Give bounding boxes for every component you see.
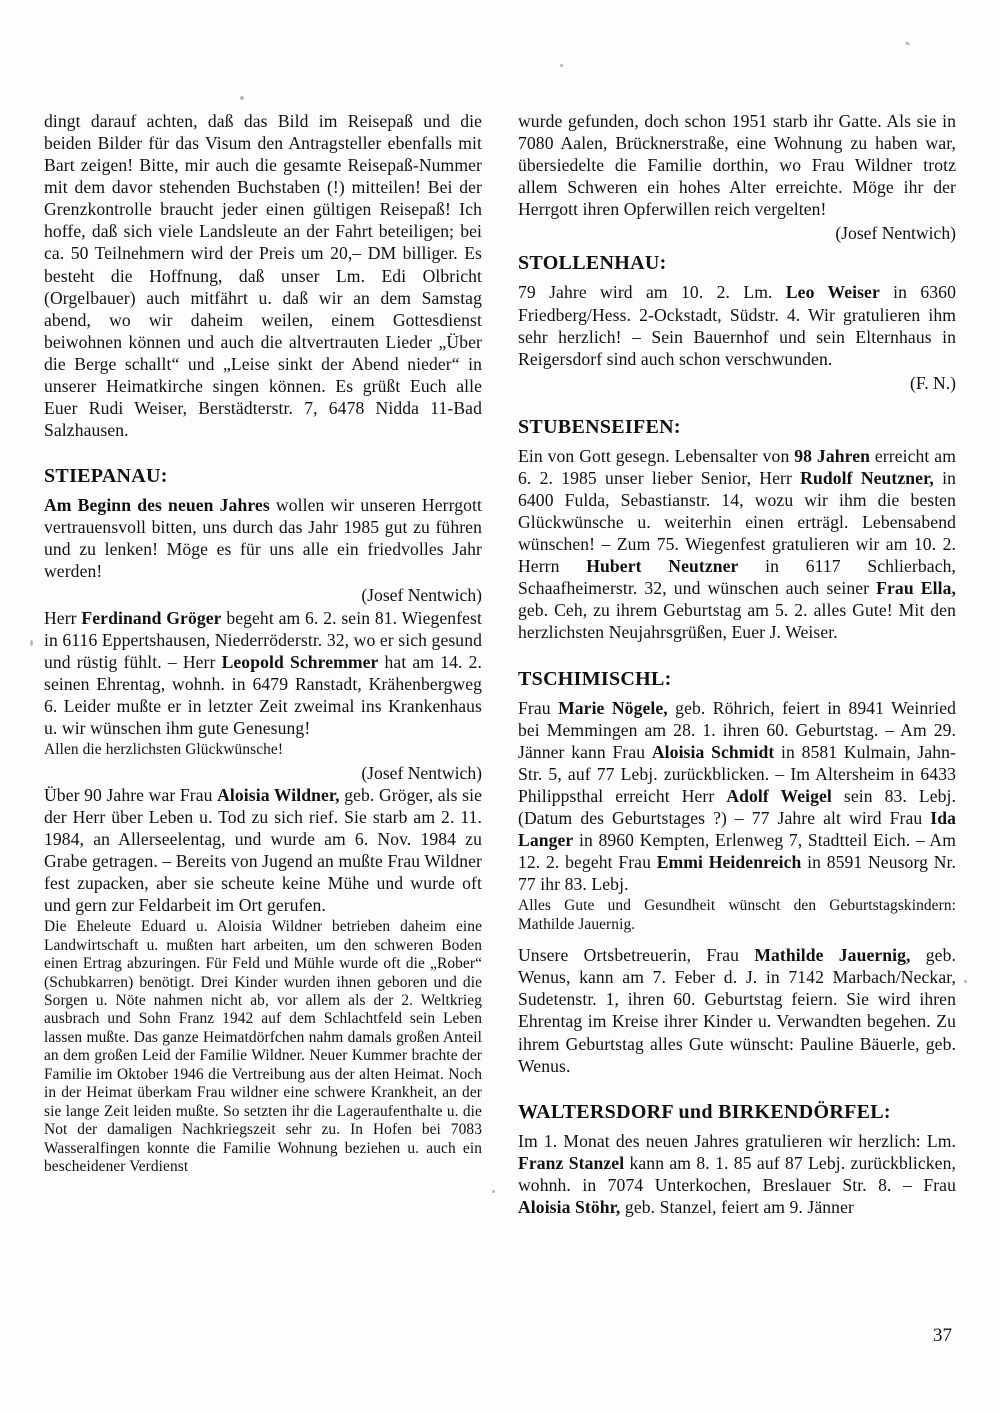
scan-speck <box>964 980 967 983</box>
paragraph-stubenseifen: Ein von Gott gesegn. Lebensalter von 98 Jahren erreicht am 6. 2. 1985 unser lieber Senior, Herr Rudolf Neutzner, in 6400 Fulda, Sebastianstr. 14, wozu wir ihm die besten Glückwünsche u. weiterhin einen erträgl. Lebensabend wünschen! – Zum 75. Wiegenfest gratulieren wir am 10. 2. Herrn Hubert Neutzner in 6117 Schlierbach, Schaafheimerstr. 32, und wünschen auch seiner Frau Ella, geb. Ceh, zu ihrem Geburtstag am 5. 2. alles Gute! Mit den herzlichsten Neujahrsgrüßen, Euer J. Weiser. <box>518 445 956 643</box>
paragraph-obituary-wildner: Über 90 Jahre war Frau Aloisia Wildner, geb. Gröger, als sie der Herr über Leben u. Tod zu sich rief. Sie starb am 2. 11. 1984, an Allerseelentag, und wurde am 6. Nov. 1984 zu Grabe getragen. – Bereits von Jugend an mußte Frau Wildner fest zupacken, aber sie scheute keine Mühe und wurde oft und gern zur Feldarbeit im Ort gerufen. <box>44 784 482 915</box>
right-column <box>518 110 956 1220</box>
left-column <box>44 110 482 1220</box>
section-heading-stubenseifen: STUBENSEIFEN: <box>518 415 681 438</box>
page-number: 37 <box>933 1325 952 1346</box>
paragraph-continuation: dingt darauf achten, daß das Bild im Reisepaß und die beiden Bilder für das Visum den Antragsteller ebenfalls mit Bart zeigen! Bitte, mir auch die gesamte Reisepaß-Nummer mit dem davor stehenden Buchstaben (!) mitteilen! Bei der Grenzkontrolle braucht jeder einen gültigen Reisepaß! Ich hoffe, daß sich viele Landsleute an der Fahrt beteiligen; bei ca. 50 Teilnehmern wird der Preis um 20,– DM billiger. Es besteht die Hoffnung, daß unser Lm. Edi Olbricht (Orgelbauer) auch mitfährt u. daß wir an dem Samstag abend, wo wir daheim weilen, einem Gottesdienst beiwohnen können und auch die altvertrauten Lieder „Über die Berge schallt“ und „Leise sinkt der Abend nieder“ in unserer Heimatkirche singen können. Es grüßt Euch alle Euer Rudi Weiser, Berstädterstr. 7, 6478 Nidda 11-Bad Salzhausen. <box>44 111 482 441</box>
paragraph-congratulations: Allen die herzlichsten Glückwünsche! <box>44 741 284 759</box>
signature-josef-nentwich-2: (Josef Nentwich) <box>361 762 482 783</box>
section-heading-waltersdorf-birkendoerfel: WALTERSDORF und BIRKENDÖRFEL: <box>518 1100 891 1123</box>
signature-fn: (F. N.) <box>910 372 956 393</box>
scan-speck <box>30 640 33 646</box>
two-column-body <box>44 110 956 1220</box>
scan-speck <box>560 64 563 67</box>
paragraph-tschimischl-wishes: Alles Gute und Gesundheit wünscht den Geburtstagskindern: Mathilde Jauernig. <box>518 897 956 933</box>
section-heading-stiepanau: STIEPANAU: <box>44 465 168 488</box>
paragraph-continuation-right: wurde gefunden, doch schon 1951 starb ihr Gatte. Als sie in 7080 Aalen, Brücknerstraße, eine Wohnung zu haben war, übersiedelte die Familie dorthin, wo Frau Wildner trotz allem Schweren ein hohes Alter erreichte. Möge ihr der Herrgott ihren Opferwillen reich vergelten! <box>518 111 956 220</box>
paragraph-tschimischl: Frau Marie Nögele, geb. Röhrich, feiert in 8941 Weinried bei Memmingen am 28. 1. ihren 60. Geburtstag. – Am 29. Jänner kann Frau Aloisia Schmidt in 8581 Kulmain, Jahn-Str. 5, auf 77 Lebj. zurückblicken. – Im Altersheim in 6433 Philippsthal erreicht Herr Adolf Weigel sein 83. Lebj. (Datum des Geburtstages ?) – 77 Jahre alt wird Frau Ida Langer in 8960 Kempten, Erlenweg 7, Stadtteil Eich. – Am 12. 2. begeht Frau Emmi Heidenreich in 8591 Neusorg Nr. 77 ihr 83. Lebj. <box>518 697 957 895</box>
paragraph-new-year-greeting: Am Beginn des neuen Jahres wollen wir unseren Herrgott vertrauensvoll bitten, uns durch das Jahr 1985 gut zu führen und zu lenken! Möge es für uns alle ein friedvolles Jahr werden! <box>44 495 482 582</box>
lead-bold: Am Beginn des neuen Jahres <box>44 495 270 516</box>
scan-speck <box>240 96 244 100</box>
paragraph-obituary-detail: Die Eheleute Eduard u. Aloisia Wildner betrieben daheim eine Landwirtschaft u. mußten hart arbeiten, um den schweren Boden einen Ertrag abzuringen. Für Feld und Mühle wurde oft die „Rober“ (Schubkarren) benötigt. Drei Kinder wurden ihnen geboren und die Sorgen u. Nöte nahmen nicht ab, vor allem als der 2. Weltkrieg ausbrach und Sohn Franz 1942 auf dem Schlachtfeld sein Leben lassen mußte. Das ganze Heimatdörfchen nahm damals großen Anteil an dem großen Leid der Familie Wildner. Neuer Kummer brachte der Familie im Oktober 1946 die Vertreibung aus der alten Heimat. Noch in der Heimat überkam Frau wildner eine schwere Krankheit, an der sie lange Zeit leiden mußte. So setzten ihr die Lageraufenthalte u. die Not der damaligen Nachkriegszeit sehr zu. In Hofen bei 7083 Wasseralfingen konnte die Familie Wohnung beziehen u. auch ein bescheidener Verdienst <box>44 918 482 1176</box>
paragraph-stollenhau: 79 Jahre wird am 10. 2. Lm. Leo Weiser in 6360 Friedberg/Hess. 2-Ockstadt, Südstr. 4. Wir gratulieren ihm sehr herzlich! – Sein Bauernhof und sein Elternhaus in Reigersdorf sind auch schon verschwunden. <box>518 282 956 369</box>
paragraph-ortsbetreuerin: Unsere Ortsbetreuerin, Frau Mathilde Jauernig, geb. Wenus, kann am 7. Feber d. J. in 7142 Marbach/Neckar, Sudetenstr. 1, ihren 60. Geburtstag feiern. Sie wird ihren Ehrentag im Kreise ihrer Kinder u. Verwandten begehen. Zu ihrem Geburtstag alles Gute wünscht: Pauline Bäuerle, geb. Wenus. <box>518 945 956 1076</box>
section-heading-stollenhau: STOLLENHAU: <box>518 252 667 275</box>
paragraph-birthdays: Herr Ferdinand Gröger begeht am 6. 2. sein 81. Wiegenfest in 6116 Eppertshausen, Niederröderstr. 32, wo er sich gesund und rüstig fühlt. – Herr Leopold Schremmer hat am 14. 2. seinen Ehrentag, wohnh. in 6479 Ranstadt, Krähenbergweg 6. Leider mußte er in letzter Zeit zweimal ins Krankenhaus u. wir wünschen ihm gute Genesung! <box>44 607 482 738</box>
scan-speck <box>905 41 911 46</box>
signature-josef-nentwich: (Josef Nentwich) <box>361 585 482 606</box>
section-heading-tschimischl: TSCHIMISCHL: <box>518 667 672 690</box>
signature-josef-nentwich-3: (Josef Nentwich) <box>835 223 956 244</box>
paragraph-waltersdorf: Im 1. Monat des neuen Jahres gratulieren wir herzlich: Lm. Franz Stanzel kann am 8. 1. 85 auf 87 Lebj. zurückblicken, wohnh. in 7074 Unterkochen, Breslauer Str. 8. – Frau Aloisia Stöhr, geb. Stanzel, feiert am 9. Jänner <box>518 1130 956 1217</box>
